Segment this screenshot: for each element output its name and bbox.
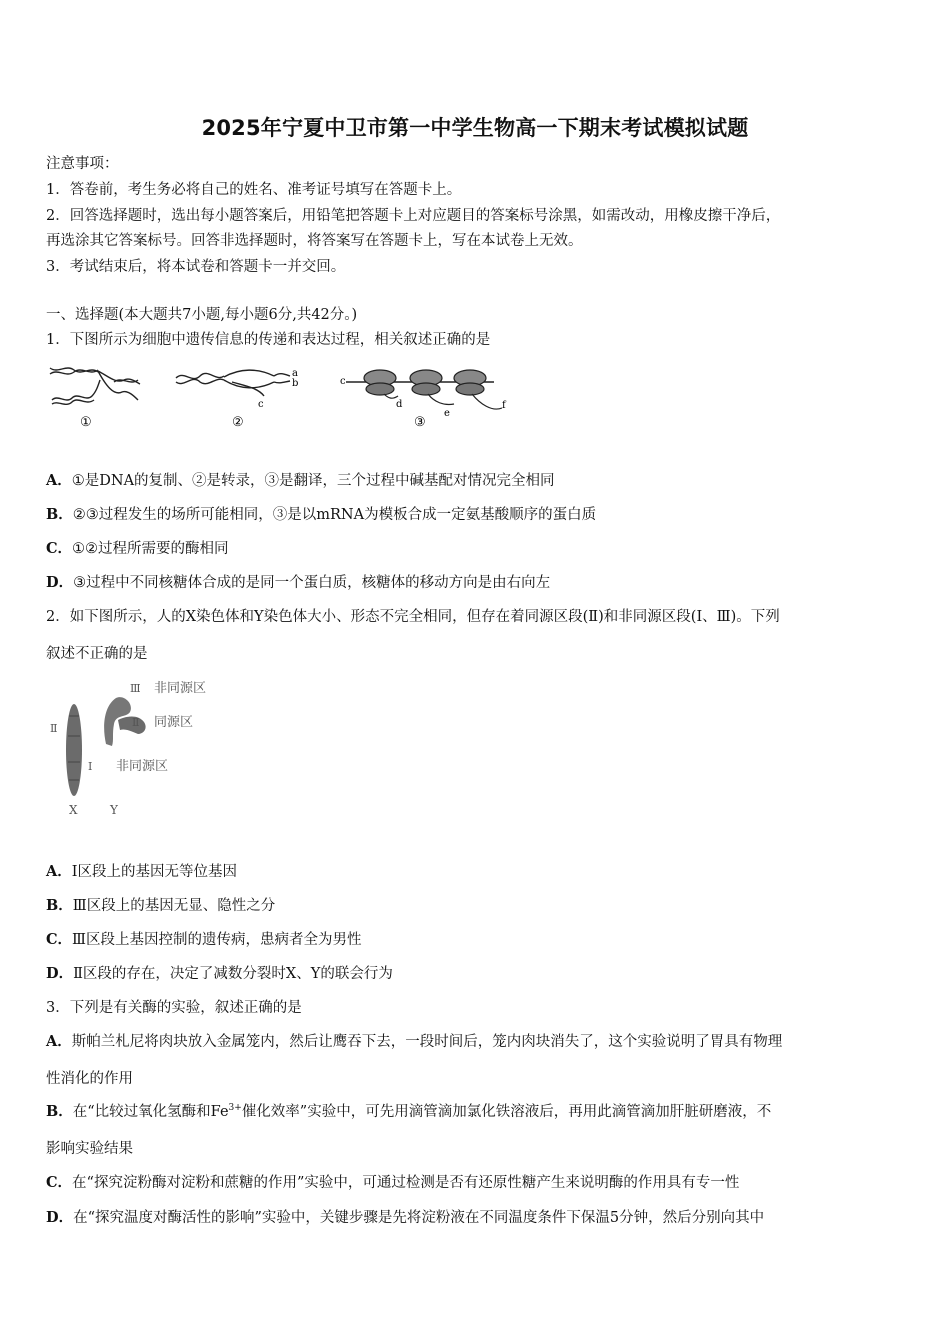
fig-label-f: f (502, 400, 506, 411)
q2-fig-label-nonhomo-bottom: 非同源区 (116, 759, 169, 774)
fig-label-e: e (444, 408, 450, 419)
q3-option-d: D．在“探究温度对酶活性的影响”实验中，关键步骤是先将淀粉液在不同温度条件下保温5分钟，然后分别向其中 (46, 1209, 765, 1226)
replication-fork-diagram (50, 368, 140, 404)
notice-item-3: 3．考试结束后，将本试卷和答题卡一并交回。 (46, 259, 346, 275)
notice-item-2-cont: 再选涂其它答案标号。回答非选择题时，将答案写在答题卡上，写在本试卷上无效。 (46, 233, 583, 249)
polyribosome-diagram (346, 370, 502, 409)
q1-option-b: B．②③过程发生的场所可能相同，③是以mRNA为模板合成一定氨基酸顺序的蛋白质 (46, 506, 597, 523)
q2-stem-cont: 叙述不正确的是 (46, 646, 148, 662)
fig-label-c2: c (258, 399, 264, 410)
fig-label-2: ② (232, 415, 244, 430)
q3-option-b-cont: 影响实验结果 (46, 1141, 133, 1157)
fig-label-3: ③ (414, 415, 426, 430)
q3-option-a: A．斯帕兰札尼将肉块放入金属笼内，然后让鹰吞下去，一段时间后，笼内肉块消失了，这个实验说明了胃具有物理 (46, 1033, 783, 1050)
notice-item-1: 1．答卷前，考生务必将自己的姓名、准考证号填写在答题卡上。 (46, 182, 462, 198)
q2-option-b: B．Ⅲ区段上的基因无显、隐性之分 (46, 897, 276, 914)
q3-option-a-cont: 性消化的作用 (46, 1071, 133, 1087)
q3-stem: 3．下列是有关酶的实验，叙述正确的是 (46, 1000, 302, 1016)
x-chromosome (66, 704, 82, 796)
q2-fig-label-ii-left: Ⅱ (50, 722, 58, 735)
q1-option-a: A．①是DNA的复制、②是转录，③是翻译，三个过程中碱基配对情况完全相同 (46, 472, 555, 489)
q1-option-d: D．③过程中不同核糖体合成的是同一个蛋白质，核糖体的移动方向是由右向左 (46, 574, 551, 591)
notice-heading: 注意事项： (46, 156, 119, 172)
fig-label-d: d (396, 399, 403, 410)
q2-option-a: A．Ⅰ区段上的基因无等位基因 (46, 863, 237, 880)
notice-item-2: 2．回答选择题时，选出每小题答案后，用铅笔把答题卡上对应题目的答案标号涂黑，如需改动，用橡皮擦干净后， (46, 208, 781, 224)
q2-fig-label-i: Ⅰ (88, 760, 93, 773)
q2-fig-label-nonhomo-top: 非同源区 (154, 681, 207, 696)
q2-fig-label-ii: Ⅱ (132, 716, 140, 729)
page-title: 2025年宁夏中卫市第一中学生物高一下期末考试模拟试题 (201, 116, 749, 140)
fig-label-b: b (292, 378, 299, 389)
q1-figure (44, 360, 524, 436)
fig-label-c3: c (340, 376, 346, 387)
q2-stem: 2．如下图所示，人的X染色体和Y染色体大小、形态不完全相同，但存在着同源区段(Ⅱ)和非同源区段(Ⅰ、Ⅲ)。下列 (46, 609, 780, 625)
fig-label-1: ① (80, 415, 92, 430)
q1-stem: 1．下图所示为细胞中遗传信息的传递和表达过程，相关叙述正确的是 (46, 332, 491, 348)
q3-option-b: B．在“比较过氧化氢酶和$Fe^{3+}$催化效率”实验中，可先用滴管滴加氯化铁溶液后，再用此滴管滴加肝脏研磨液，不 (46, 1103, 772, 1120)
transcription-diagram (176, 370, 290, 396)
q2-option-c: C．Ⅲ区段上基因控制的遗传病，患病者全为男性 (46, 931, 362, 948)
q2-fig-label-y: Y (110, 803, 118, 817)
q2-option-d: D．Ⅱ区段的存在，决定了减数分裂时X、Y的联会行为 (46, 965, 393, 982)
q2-fig-label-iii: Ⅲ (130, 682, 141, 695)
q1-option-c: C．①②过程所需要的酶相同 (46, 540, 229, 557)
fig-label-a: a (292, 368, 298, 379)
q2-fig-label-homo: 同源区 (154, 715, 194, 730)
section-heading: 一、选择题(本大题共7小题,每小题6分,共42分。) (46, 307, 358, 323)
q2-fig-label-x: X (69, 803, 78, 817)
q3-option-c: C．在“探究淀粉酶对淀粉和蔗糖的作用”实验中，可通过检测是否有还原性糖产生来说明酶的作用具有专一性 (46, 1174, 740, 1191)
q2-figure (44, 676, 244, 824)
